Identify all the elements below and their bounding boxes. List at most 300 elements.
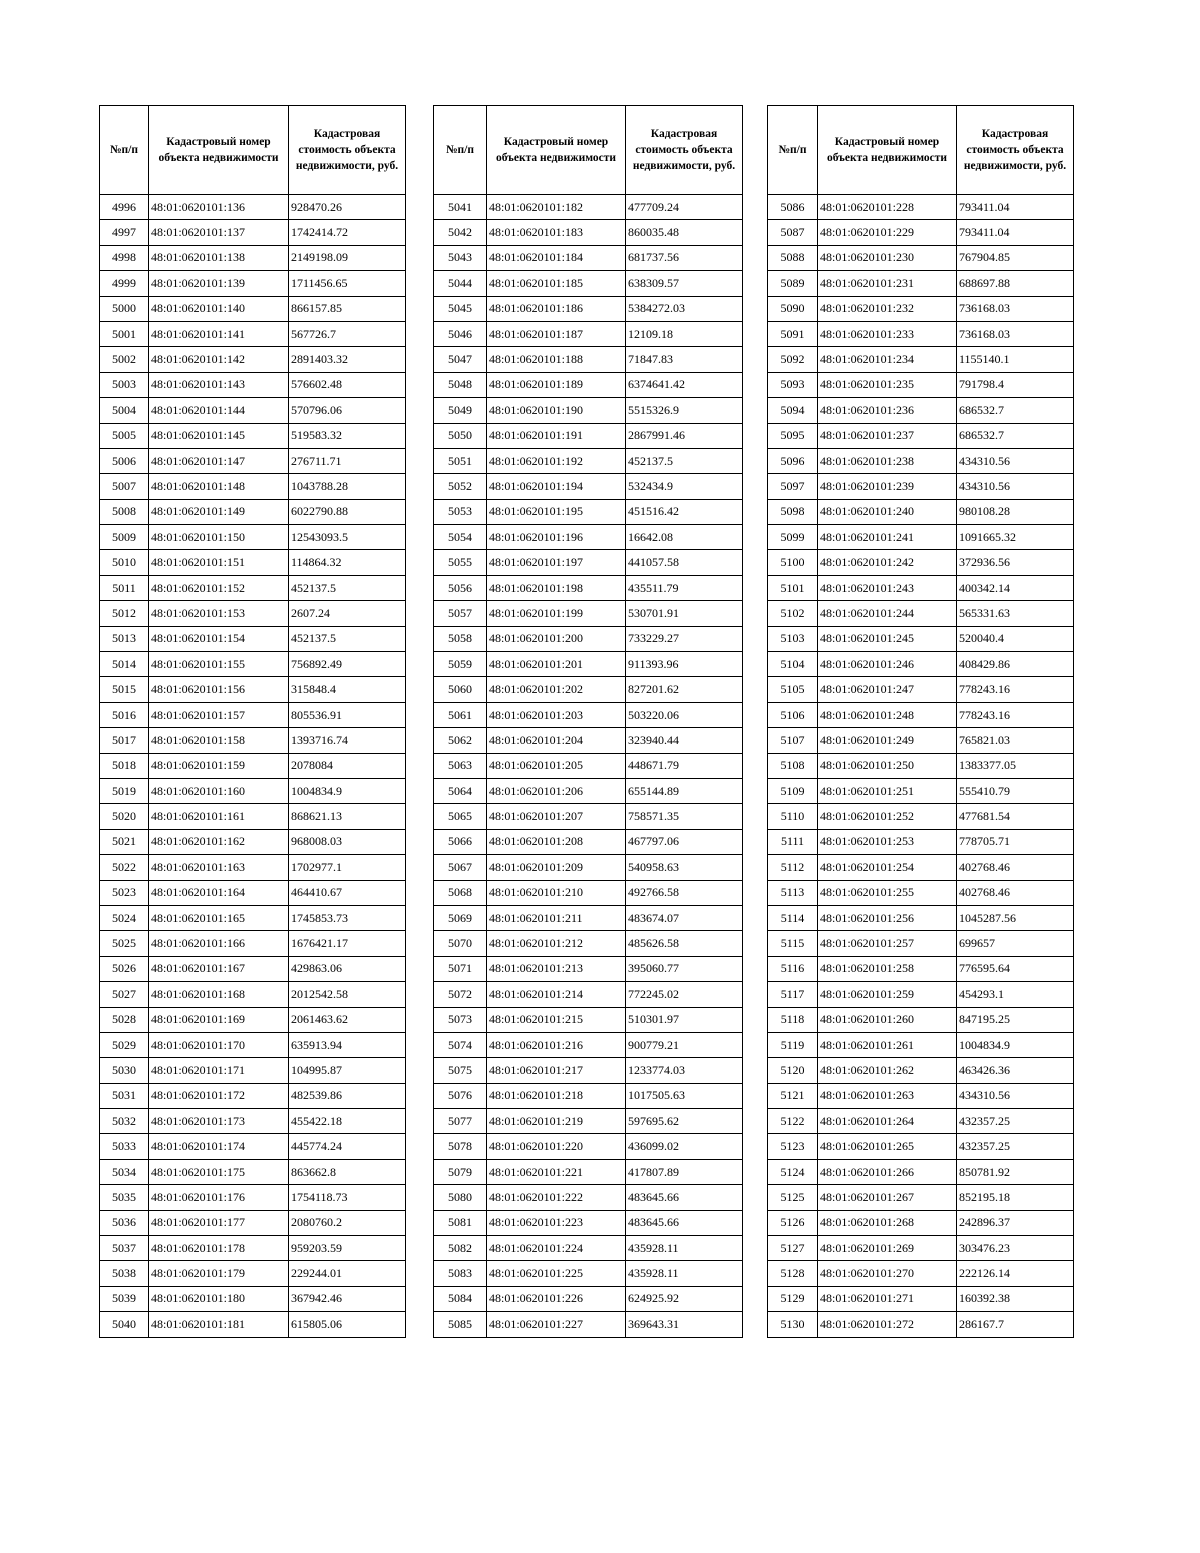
- table-row: [100, 398, 406, 423]
- row-number: 5058: [434, 626, 487, 651]
- row-number: 5041: [434, 195, 487, 220]
- cadastral-number: 48:01:0620101:256: [818, 905, 957, 930]
- cadastral-cost: 463426.36: [957, 1058, 1074, 1083]
- cadastral-number: 48:01:0620101:145: [149, 423, 289, 448]
- cadastral-number: 48:01:0620101:184: [487, 245, 626, 270]
- row-number: 5019: [100, 778, 149, 803]
- cadastral-number: 48:01:0620101:208: [487, 829, 626, 854]
- row-number: 5029: [100, 1032, 149, 1057]
- table-row: [100, 601, 406, 626]
- cadastral-cost: 452137.5: [289, 575, 406, 600]
- table-row: [100, 1210, 406, 1235]
- cadastral-number: 48:01:0620101:152: [149, 575, 289, 600]
- cadastral-cost: 1045287.56: [957, 905, 1074, 930]
- cadastral-cost: 736168.03: [957, 321, 1074, 346]
- cadastre-table-2: [433, 105, 743, 1338]
- cadastral-number: 48:01:0620101:262: [818, 1058, 957, 1083]
- cadastral-number: 48:01:0620101:140: [149, 296, 289, 321]
- table-row: [100, 931, 406, 956]
- row-number: 5124: [768, 1159, 818, 1184]
- table-row: [100, 1058, 406, 1083]
- row-number: 5118: [768, 1007, 818, 1032]
- cadastral-cost: 434310.56: [957, 1083, 1074, 1108]
- row-number: 5093: [768, 372, 818, 397]
- cadastral-cost: 519583.32: [289, 423, 406, 448]
- row-number: 5051: [434, 448, 487, 473]
- header-cadastral-cost: Кадастровая стоимость объекта недвижимости, руб.: [626, 106, 743, 195]
- cadastral-number: 48:01:0620101:240: [818, 499, 957, 524]
- table-row: [768, 778, 1074, 803]
- cadastral-cost: 510301.97: [626, 1007, 743, 1032]
- table-row: [434, 321, 743, 346]
- header-num: №п/п: [434, 106, 487, 195]
- row-number: 5115: [768, 931, 818, 956]
- row-number: 5060: [434, 677, 487, 702]
- row-number: 5033: [100, 1134, 149, 1159]
- cadastral-number: 48:01:0620101:260: [818, 1007, 957, 1032]
- row-number: 5097: [768, 474, 818, 499]
- table-row: [100, 195, 406, 220]
- cadastral-number: 48:01:0620101:266: [818, 1159, 957, 1184]
- row-number: 5090: [768, 296, 818, 321]
- table-row: [768, 1007, 1074, 1032]
- cadastral-number: 48:01:0620101:157: [149, 702, 289, 727]
- cadastral-cost: 2607.24: [289, 601, 406, 626]
- row-number: 5011: [100, 575, 149, 600]
- table-row: [434, 702, 743, 727]
- table-row: [100, 1236, 406, 1261]
- row-number: 5057: [434, 601, 487, 626]
- table-row: [100, 804, 406, 829]
- table-row: [434, 1261, 743, 1286]
- table-row: [434, 575, 743, 600]
- cadastral-cost: 863662.8: [289, 1159, 406, 1184]
- table-row: [100, 1007, 406, 1032]
- row-number: 5098: [768, 499, 818, 524]
- table-row: [434, 1058, 743, 1083]
- row-number: 5113: [768, 880, 818, 905]
- table-row: [434, 271, 743, 296]
- cadastral-cost: 2012542.58: [289, 982, 406, 1007]
- cadastral-cost: 1043788.28: [289, 474, 406, 499]
- cadastral-number: 48:01:0620101:199: [487, 601, 626, 626]
- table-row: [768, 499, 1074, 524]
- cadastral-cost: 681737.56: [626, 245, 743, 270]
- table-row: [434, 905, 743, 930]
- cadastral-number: 48:01:0620101:270: [818, 1261, 957, 1286]
- table-row: [434, 1032, 743, 1057]
- cadastral-cost: 2061463.62: [289, 1007, 406, 1032]
- cadastral-number: 48:01:0620101:257: [818, 931, 957, 956]
- row-number: 5067: [434, 855, 487, 880]
- row-number: 5002: [100, 347, 149, 372]
- row-number: 5122: [768, 1109, 818, 1134]
- row-number: 5046: [434, 321, 487, 346]
- header-num: №п/п: [768, 106, 818, 195]
- table-row: [768, 1261, 1074, 1286]
- cadastral-cost: 776595.64: [957, 956, 1074, 981]
- cadastral-cost: 540958.63: [626, 855, 743, 880]
- cadastral-number: 48:01:0620101:192: [487, 448, 626, 473]
- table-row: [434, 1159, 743, 1184]
- cadastral-number: 48:01:0620101:229: [818, 220, 957, 245]
- row-number: 5009: [100, 525, 149, 550]
- row-number: 5105: [768, 677, 818, 702]
- cadastral-cost: 686532.7: [957, 398, 1074, 423]
- row-number: 5084: [434, 1286, 487, 1311]
- cadastral-cost: 555410.79: [957, 778, 1074, 803]
- table-row: [100, 525, 406, 550]
- table-row: [100, 1185, 406, 1210]
- cadastral-number: 48:01:0620101:214: [487, 982, 626, 1007]
- cadastral-cost: 1742414.72: [289, 220, 406, 245]
- cadastral-number: 48:01:0620101:198: [487, 575, 626, 600]
- table-row: [768, 601, 1074, 626]
- cadastral-cost: 483674.07: [626, 905, 743, 930]
- cadastral-cost: 2080760.2: [289, 1210, 406, 1235]
- table-row: [768, 525, 1074, 550]
- cadastral-cost: 1702977.1: [289, 855, 406, 880]
- cadastral-number: 48:01:0620101:164: [149, 880, 289, 905]
- cadastral-cost: 2867991.46: [626, 423, 743, 448]
- cadastral-number: 48:01:0620101:165: [149, 905, 289, 930]
- cadastral-cost: 367942.46: [289, 1286, 406, 1311]
- cadastral-number: 48:01:0620101:204: [487, 728, 626, 753]
- cadastral-cost: 114864.32: [289, 550, 406, 575]
- cadastral-cost: 5384272.03: [626, 296, 743, 321]
- cadastral-cost: 758571.35: [626, 804, 743, 829]
- cadastral-number: 48:01:0620101:226: [487, 1286, 626, 1311]
- row-number: 5088: [768, 245, 818, 270]
- cadastral-number: 48:01:0620101:220: [487, 1134, 626, 1159]
- cadastral-number: 48:01:0620101:253: [818, 829, 957, 854]
- cadastral-number: 48:01:0620101:200: [487, 626, 626, 651]
- table-row: [434, 1210, 743, 1235]
- row-number: 5025: [100, 931, 149, 956]
- cadastral-cost: 104995.87: [289, 1058, 406, 1083]
- table-row: [434, 398, 743, 423]
- cadastral-number: 48:01:0620101:222: [487, 1185, 626, 1210]
- table-row: [768, 652, 1074, 677]
- table-row: [768, 474, 1074, 499]
- row-number: 5034: [100, 1159, 149, 1184]
- row-number: 5089: [768, 271, 818, 296]
- row-number: 5063: [434, 753, 487, 778]
- cadastral-cost: 959203.59: [289, 1236, 406, 1261]
- table-row: [100, 220, 406, 245]
- table-row: [434, 1312, 743, 1337]
- table-row: [100, 1159, 406, 1184]
- row-number: 5042: [434, 220, 487, 245]
- cadastral-number: 48:01:0620101:142: [149, 347, 289, 372]
- cadastral-cost: 1017505.63: [626, 1083, 743, 1108]
- row-number: 5054: [434, 525, 487, 550]
- cadastral-cost: 369643.31: [626, 1312, 743, 1337]
- row-number: 5096: [768, 448, 818, 473]
- cadastral-cost: 2149198.09: [289, 245, 406, 270]
- table-row: [100, 372, 406, 397]
- cadastral-number: 48:01:0620101:175: [149, 1159, 289, 1184]
- cadastral-cost: 286167.7: [957, 1312, 1074, 1337]
- table-header-row: [100, 106, 406, 195]
- table-row: [100, 829, 406, 854]
- cadastral-cost: 229244.01: [289, 1261, 406, 1286]
- row-number: 5006: [100, 448, 149, 473]
- cadastral-number: 48:01:0620101:181: [149, 1312, 289, 1337]
- cadastral-cost: 1676421.17: [289, 931, 406, 956]
- row-number: 5100: [768, 550, 818, 575]
- cadastral-cost: 686532.7: [957, 423, 1074, 448]
- cadastral-number: 48:01:0620101:138: [149, 245, 289, 270]
- row-number: 5030: [100, 1058, 149, 1083]
- cadastral-number: 48:01:0620101:170: [149, 1032, 289, 1057]
- row-number: 5016: [100, 702, 149, 727]
- table-row: [768, 956, 1074, 981]
- cadastral-cost: 778705.71: [957, 829, 1074, 854]
- cadastral-number: 48:01:0620101:247: [818, 677, 957, 702]
- cadastral-number: 48:01:0620101:231: [818, 271, 957, 296]
- table-row: [100, 1261, 406, 1286]
- cadastral-number: 48:01:0620101:158: [149, 728, 289, 753]
- row-number: 5079: [434, 1159, 487, 1184]
- cadastral-number: 48:01:0620101:155: [149, 652, 289, 677]
- row-number: 5023: [100, 880, 149, 905]
- cadastral-cost: 565331.63: [957, 601, 1074, 626]
- row-number: 5125: [768, 1185, 818, 1210]
- cadastral-number: 48:01:0620101:252: [818, 804, 957, 829]
- table-header-row: [434, 106, 743, 195]
- row-number: 5020: [100, 804, 149, 829]
- table-row: [434, 855, 743, 880]
- table-row: [768, 423, 1074, 448]
- cadastral-number: 48:01:0620101:197: [487, 550, 626, 575]
- row-number: 5048: [434, 372, 487, 397]
- cadastral-cost: 242896.37: [957, 1210, 1074, 1235]
- table-row: [434, 372, 743, 397]
- row-number: 5012: [100, 601, 149, 626]
- cadastral-number: 48:01:0620101:234: [818, 347, 957, 372]
- header-cadastral-number: Кадастровый номер объекта недвижимости: [487, 106, 626, 195]
- row-number: 5024: [100, 905, 149, 930]
- table-row: [100, 778, 406, 803]
- cadastral-cost: 520040.4: [957, 626, 1074, 651]
- cadastral-number: 48:01:0620101:185: [487, 271, 626, 296]
- row-number: 5117: [768, 982, 818, 1007]
- cadastral-number: 48:01:0620101:239: [818, 474, 957, 499]
- row-number: 5109: [768, 778, 818, 803]
- table-row: [434, 829, 743, 854]
- cadastral-cost: 2891403.32: [289, 347, 406, 372]
- cadastral-number: 48:01:0620101:177: [149, 1210, 289, 1235]
- cadastral-number: 48:01:0620101:245: [818, 626, 957, 651]
- cadastral-number: 48:01:0620101:156: [149, 677, 289, 702]
- cadastral-cost: 778243.16: [957, 677, 1074, 702]
- table-row: [100, 956, 406, 981]
- row-number: 5108: [768, 753, 818, 778]
- cadastral-cost: 624925.92: [626, 1286, 743, 1311]
- cadastral-number: 48:01:0620101:206: [487, 778, 626, 803]
- table-row: [768, 905, 1074, 930]
- table-row: [100, 550, 406, 575]
- table-row: [100, 905, 406, 930]
- cadastral-number: 48:01:0620101:235: [818, 372, 957, 397]
- table-row: [100, 296, 406, 321]
- row-number: 5059: [434, 652, 487, 677]
- row-number: 5120: [768, 1058, 818, 1083]
- table-row: [434, 1083, 743, 1108]
- cadastral-number: 48:01:0620101:272: [818, 1312, 957, 1337]
- table-row: [434, 448, 743, 473]
- cadastral-number: 48:01:0620101:254: [818, 855, 957, 880]
- row-number: 5052: [434, 474, 487, 499]
- row-number: 5008: [100, 499, 149, 524]
- cadastral-number: 48:01:0620101:211: [487, 905, 626, 930]
- cadastral-number: 48:01:0620101:187: [487, 321, 626, 346]
- cadastral-number: 48:01:0620101:213: [487, 956, 626, 981]
- row-number: 5000: [100, 296, 149, 321]
- cadastral-number: 48:01:0620101:250: [818, 753, 957, 778]
- cadastral-number: 48:01:0620101:202: [487, 677, 626, 702]
- cadastral-cost: 12109.18: [626, 321, 743, 346]
- cadastral-cost: 756892.49: [289, 652, 406, 677]
- row-number: 5112: [768, 855, 818, 880]
- table-header-row: [768, 106, 1074, 195]
- table-row: [434, 880, 743, 905]
- table-row: [100, 499, 406, 524]
- row-number: 5028: [100, 1007, 149, 1032]
- cadastral-cost: 434310.56: [957, 474, 1074, 499]
- table-row: [100, 1134, 406, 1159]
- row-number: 5027: [100, 982, 149, 1007]
- row-number: 5121: [768, 1083, 818, 1108]
- table-row: [768, 1134, 1074, 1159]
- cadastral-number: 48:01:0620101:147: [149, 448, 289, 473]
- table-row: [100, 245, 406, 270]
- cadastral-cost: 323940.44: [626, 728, 743, 753]
- row-number: 5104: [768, 652, 818, 677]
- table-row: [100, 753, 406, 778]
- cadastral-cost: 688697.88: [957, 271, 1074, 296]
- cadastral-cost: 655144.89: [626, 778, 743, 803]
- row-number: 5035: [100, 1185, 149, 1210]
- cadastral-cost: 448671.79: [626, 753, 743, 778]
- cadastral-number: 48:01:0620101:144: [149, 398, 289, 423]
- cadastral-cost: 1155140.1: [957, 347, 1074, 372]
- row-number: 5114: [768, 905, 818, 930]
- table-row: [768, 1312, 1074, 1337]
- table-row: [434, 728, 743, 753]
- cadastral-cost: 791798.4: [957, 372, 1074, 397]
- row-number: 5099: [768, 525, 818, 550]
- cadastral-number: 48:01:0620101:195: [487, 499, 626, 524]
- cadastral-number: 48:01:0620101:136: [149, 195, 289, 220]
- table-row: [100, 1032, 406, 1057]
- row-number: 5047: [434, 347, 487, 372]
- header-cadastral-number: Кадастровый номер объекта недвижимости: [149, 106, 289, 195]
- row-number: 5031: [100, 1083, 149, 1108]
- row-number: 5068: [434, 880, 487, 905]
- cadastral-cost: 765821.03: [957, 728, 1074, 753]
- cadastral-cost: 452137.5: [626, 448, 743, 473]
- row-number: 4999: [100, 271, 149, 296]
- row-number: 5078: [434, 1134, 487, 1159]
- row-number: 5018: [100, 753, 149, 778]
- table-row: [434, 956, 743, 981]
- cadastral-number: 48:01:0620101:244: [818, 601, 957, 626]
- cadastral-cost: 452137.5: [289, 626, 406, 651]
- table-row: [768, 321, 1074, 346]
- row-number: 5092: [768, 347, 818, 372]
- cadastral-cost: 477709.24: [626, 195, 743, 220]
- table-body: [434, 195, 743, 1338]
- table-row: [100, 982, 406, 1007]
- row-number: 5050: [434, 423, 487, 448]
- cadastre-table-3: [767, 105, 1074, 1338]
- row-number: 5066: [434, 829, 487, 854]
- table-row: [100, 880, 406, 905]
- row-number: 5040: [100, 1312, 149, 1337]
- table-row: [100, 347, 406, 372]
- row-number: 5064: [434, 778, 487, 803]
- table-row: [434, 296, 743, 321]
- cadastral-number: 48:01:0620101:203: [487, 702, 626, 727]
- row-number: 5045: [434, 296, 487, 321]
- row-number: 5069: [434, 905, 487, 930]
- cadastral-cost: 435928.11: [626, 1261, 743, 1286]
- cadastral-cost: 1393716.74: [289, 728, 406, 753]
- table-row: [100, 855, 406, 880]
- cadastral-cost: 570796.06: [289, 398, 406, 423]
- cadastral-cost: 477681.54: [957, 804, 1074, 829]
- table-row: [768, 296, 1074, 321]
- cadastral-cost: 1383377.05: [957, 753, 1074, 778]
- row-number: 5044: [434, 271, 487, 296]
- cadastral-cost: 402768.46: [957, 855, 1074, 880]
- cadastral-cost: 432357.25: [957, 1109, 1074, 1134]
- cadastral-number: 48:01:0620101:238: [818, 448, 957, 473]
- table-row: [100, 1312, 406, 1337]
- cadastral-cost: 12543093.5: [289, 525, 406, 550]
- cadastral-cost: 866157.85: [289, 296, 406, 321]
- table-row: [100, 626, 406, 651]
- header-cadastral-cost: Кадастровая стоимость объекта недвижимости, руб.: [957, 106, 1074, 195]
- table-body: [100, 195, 406, 1338]
- table-row: [434, 499, 743, 524]
- cadastral-number: 48:01:0620101:205: [487, 753, 626, 778]
- cadastral-number: 48:01:0620101:183: [487, 220, 626, 245]
- cadastral-number: 48:01:0620101:194: [487, 474, 626, 499]
- cadastral-number: 48:01:0620101:191: [487, 423, 626, 448]
- cadastral-cost: 503220.06: [626, 702, 743, 727]
- cadastral-cost: 805536.91: [289, 702, 406, 727]
- cadastral-number: 48:01:0620101:162: [149, 829, 289, 854]
- cadastral-cost: 435928.11: [626, 1236, 743, 1261]
- cadastral-number: 48:01:0620101:249: [818, 728, 957, 753]
- table-row: [100, 448, 406, 473]
- table-row: [768, 1032, 1074, 1057]
- row-number: 5055: [434, 550, 487, 575]
- row-number: 5102: [768, 601, 818, 626]
- cadastral-number: 48:01:0620101:167: [149, 956, 289, 981]
- cadastral-number: 48:01:0620101:242: [818, 550, 957, 575]
- cadastral-cost: 928470.26: [289, 195, 406, 220]
- row-number: 5071: [434, 956, 487, 981]
- header-cadastral-number: Кадастровый номер объекта недвижимости: [818, 106, 957, 195]
- cadastral-cost: 1754118.73: [289, 1185, 406, 1210]
- table-row: [768, 398, 1074, 423]
- table-row: [768, 1058, 1074, 1083]
- table-row: [434, 1236, 743, 1261]
